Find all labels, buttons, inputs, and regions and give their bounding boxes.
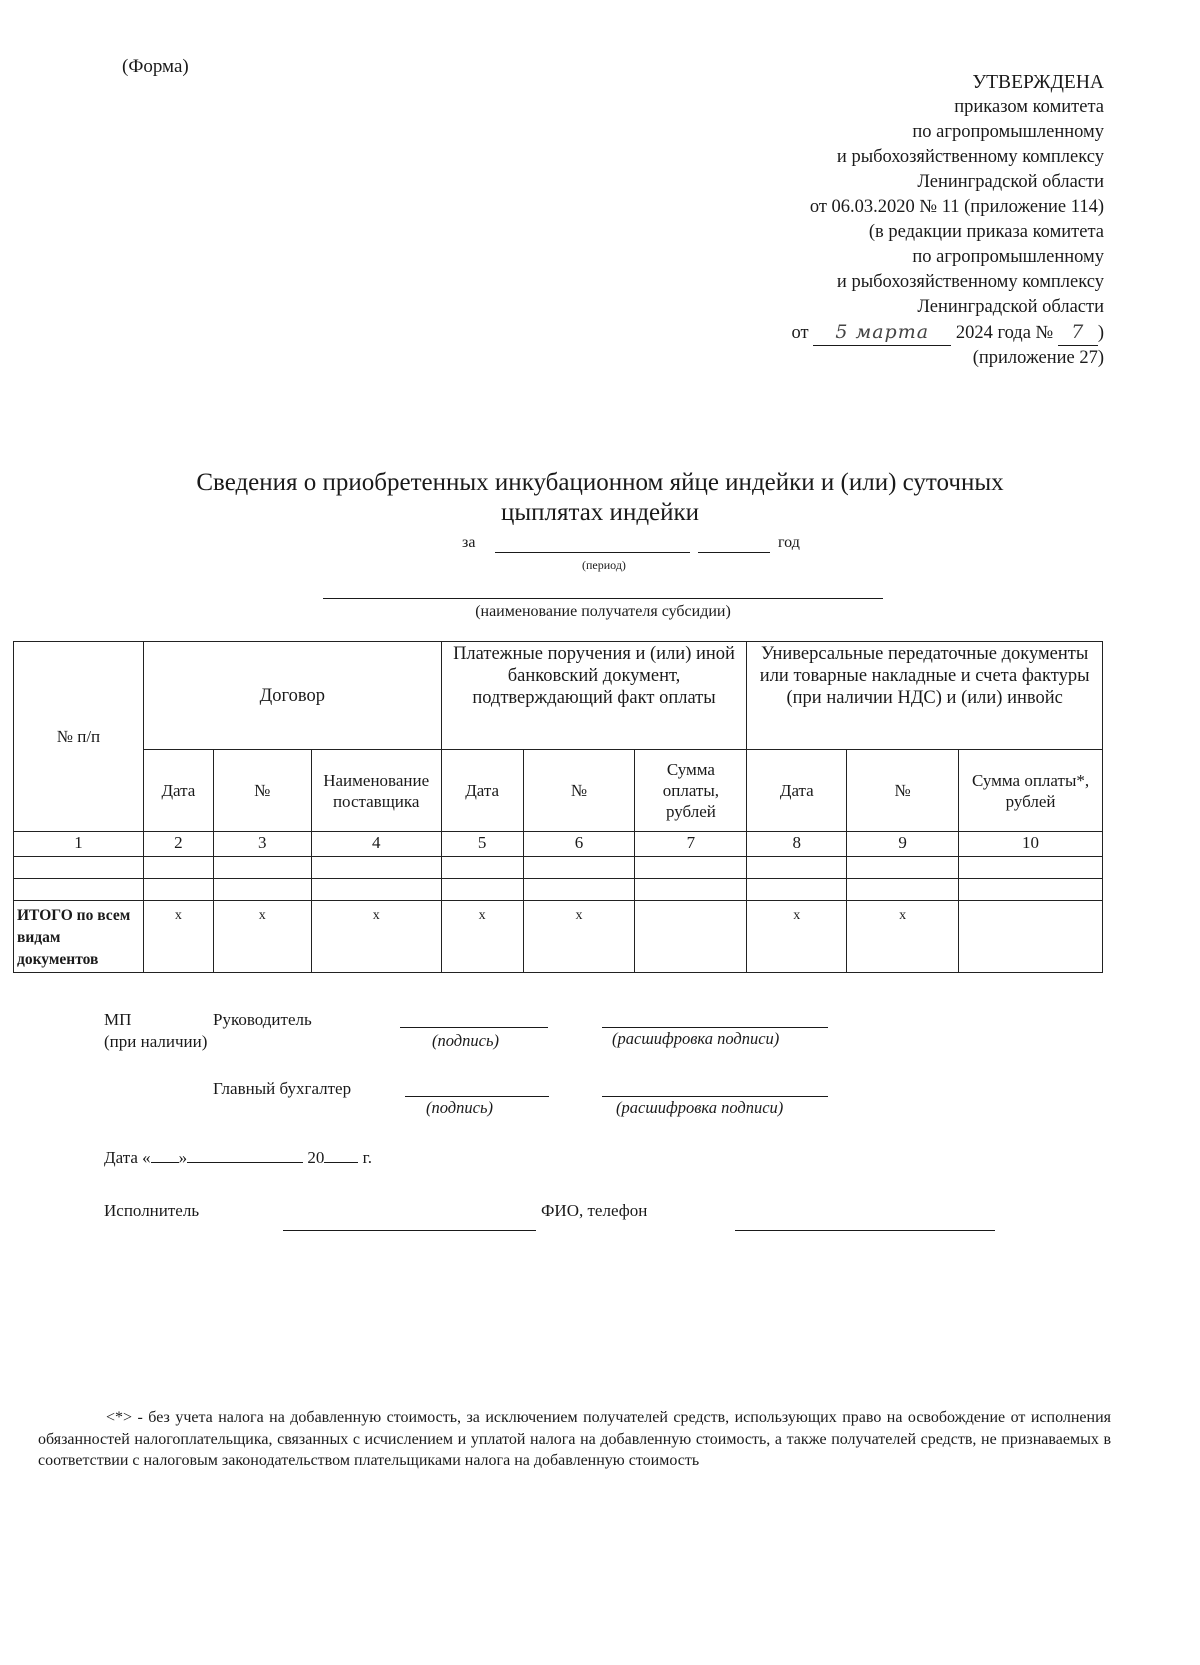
column-number: 3 bbox=[213, 832, 311, 857]
date-open-quote: « bbox=[142, 1148, 151, 1167]
header-upd: Универсальные передаточные документы или товарные накладные и счета фактуры (при наличии НДС) и (или) инвойс bbox=[747, 642, 1103, 750]
approval-line: Ленинградской области bbox=[917, 297, 1104, 317]
recipient-caption: (наименование получателя субсидии) bbox=[475, 603, 731, 620]
column-number: 9 bbox=[847, 832, 959, 857]
table-cell[interactable] bbox=[143, 857, 213, 879]
total-label: ИТОГО по всем видам документов bbox=[14, 901, 144, 973]
footnote-text: <*> - без учета налога на добавленную стоимость, за исключением получателей средств, использующих право на освобождение от исполнения обязанностей налогоплательщика, связанных с исчислением и уплатой налога на добавленную стоимость, а также получателей средств, не признаваемых в соответствии с налоговым законодательством плательщиками налога на добавленную стоимость bbox=[38, 1409, 1111, 1469]
header-payment: Платежные поручения и (или) иной банковский документ, подтверждающий факт оплаты bbox=[441, 642, 747, 750]
table-cell[interactable] bbox=[311, 879, 441, 901]
executor-blank[interactable] bbox=[283, 1230, 536, 1231]
period-caption: (период) bbox=[582, 558, 626, 572]
subheader-date: Дата bbox=[747, 750, 847, 832]
fio-phone-blank[interactable] bbox=[735, 1230, 995, 1231]
x-mark: х bbox=[143, 901, 213, 973]
approval-line: (в редакции приказа комитета bbox=[868, 222, 1104, 242]
approval-date-prefix: от bbox=[791, 323, 809, 343]
recipient-blank bbox=[323, 598, 883, 599]
period-prefix: за bbox=[462, 534, 476, 551]
approval-line: и рыбохозяйственному комплексу bbox=[836, 272, 1104, 292]
table-cell[interactable] bbox=[143, 879, 213, 901]
header-num: № п/п bbox=[14, 642, 144, 832]
table-cell[interactable] bbox=[311, 857, 441, 879]
signature-caption: (подпись) bbox=[432, 1031, 499, 1050]
approval-line: по агропромышленному bbox=[912, 122, 1104, 142]
x-mark: х bbox=[213, 901, 311, 973]
header-contract: Договор bbox=[143, 642, 441, 750]
approval-number-sign: № bbox=[1035, 323, 1054, 343]
table-cell[interactable] bbox=[213, 857, 311, 879]
mp-label: МП bbox=[104, 1010, 132, 1029]
signature-caption: (подпись) bbox=[426, 1098, 493, 1117]
accountant-decoding-blank[interactable] bbox=[602, 1096, 828, 1097]
year-suffix: г. bbox=[362, 1148, 372, 1167]
subheader-date: Дата bbox=[441, 750, 523, 832]
approval-date-year: 2024 года bbox=[955, 323, 1031, 343]
approval-attachment: (приложение 27) bbox=[972, 348, 1104, 368]
day-blank[interactable] bbox=[151, 1162, 179, 1163]
subheader-no: № bbox=[847, 750, 959, 832]
executor-label: Исполнитель bbox=[104, 1201, 200, 1220]
table-cell[interactable] bbox=[441, 879, 523, 901]
x-mark: х bbox=[441, 901, 523, 973]
column-number: 10 bbox=[959, 832, 1103, 857]
approval-closing-paren: ) bbox=[1097, 323, 1104, 343]
table-cell[interactable] bbox=[959, 879, 1103, 901]
approval-line: от 06.03.2020 № 11 (приложение 114) bbox=[809, 197, 1104, 217]
table-cell[interactable] bbox=[847, 857, 959, 879]
subheader-no: № bbox=[213, 750, 311, 832]
head-signature-blank[interactable] bbox=[400, 1027, 548, 1028]
subsidy-table bbox=[13, 641, 1103, 973]
approval-line: и рыбохозяйственному комплексу bbox=[836, 147, 1104, 167]
footnote bbox=[38, 1407, 1111, 1472]
table-cell[interactable] bbox=[635, 857, 747, 879]
approval-date-line bbox=[791, 320, 1104, 346]
head-decoding-blank[interactable] bbox=[602, 1027, 828, 1028]
subheader-payment-sum: Сумма оплаты, рублей bbox=[635, 750, 747, 832]
table-cell[interactable] bbox=[847, 879, 959, 901]
x-mark: х bbox=[747, 901, 847, 973]
table-cell[interactable] bbox=[523, 879, 635, 901]
table-cell[interactable] bbox=[441, 857, 523, 879]
x-mark: х bbox=[311, 901, 441, 973]
date-close-quote: » bbox=[178, 1148, 188, 1167]
date-field bbox=[104, 1148, 372, 1168]
month-blank[interactable] bbox=[187, 1162, 303, 1163]
column-number: 5 bbox=[441, 832, 523, 857]
column-number-row bbox=[14, 832, 1103, 857]
year-prefix: 20 bbox=[307, 1148, 325, 1167]
handwritten-date: 5 марта bbox=[813, 320, 951, 346]
total-row bbox=[14, 901, 1103, 973]
approval-title: УТВЕРЖДЕНА bbox=[972, 72, 1104, 93]
x-mark: х bbox=[847, 901, 959, 973]
table-cell[interactable] bbox=[213, 879, 311, 901]
table-cell[interactable] bbox=[747, 857, 847, 879]
subheader-date: Дата bbox=[143, 750, 213, 832]
decoding-caption: (расшифровка подписи) bbox=[612, 1029, 780, 1048]
table-cell[interactable] bbox=[14, 879, 144, 901]
date-label: Дата bbox=[104, 1148, 138, 1167]
document-title bbox=[100, 468, 1100, 528]
period-suffix: год bbox=[778, 534, 800, 551]
column-number: 2 bbox=[143, 832, 213, 857]
mp-note: (при наличии) bbox=[104, 1032, 208, 1051]
table-row bbox=[14, 857, 1103, 879]
title-line-1: Сведения о приобретенных инкубационном яйце индейки и (или) суточных bbox=[196, 469, 1004, 496]
table-row bbox=[14, 879, 1103, 901]
accountant-signature-blank[interactable] bbox=[405, 1096, 549, 1097]
column-number: 1 bbox=[14, 832, 144, 857]
chief-accountant-label: Главный бухгалтер bbox=[213, 1079, 352, 1098]
subheader-supplier: Наименование поставщика bbox=[311, 750, 441, 832]
approval-line: приказом комитета bbox=[954, 97, 1104, 117]
table-cell[interactable] bbox=[14, 857, 144, 879]
title-line-2: цыплятах индейки bbox=[500, 499, 700, 526]
handwritten-number: 7 bbox=[1058, 320, 1098, 346]
table-cell[interactable] bbox=[523, 857, 635, 879]
fio-phone-label: ФИО, телефон bbox=[541, 1201, 648, 1220]
decoding-caption: (расшифровка подписи) bbox=[616, 1098, 784, 1117]
total-upd-sum[interactable] bbox=[959, 901, 1103, 973]
column-number: 4 bbox=[311, 832, 441, 857]
year-blank bbox=[698, 552, 770, 553]
form-label: (Форма) bbox=[122, 56, 189, 77]
approval-block bbox=[791, 70, 1104, 371]
x-mark: х bbox=[523, 901, 635, 973]
column-number: 8 bbox=[747, 832, 847, 857]
table-cell[interactable] bbox=[747, 879, 847, 901]
head-label: Руководитель bbox=[213, 1010, 312, 1029]
column-number: 7 bbox=[635, 832, 747, 857]
subheader-no: № bbox=[523, 750, 635, 832]
approval-line: по агропромышленному bbox=[912, 247, 1104, 267]
total-payment-sum[interactable] bbox=[635, 901, 747, 973]
subheader-upd-sum: Сумма оплаты*, рублей bbox=[959, 750, 1103, 832]
table-cell[interactable] bbox=[959, 857, 1103, 879]
approval-line: Ленинградской области bbox=[917, 172, 1104, 192]
column-number: 6 bbox=[523, 832, 635, 857]
table-cell[interactable] bbox=[635, 879, 747, 901]
period-blank bbox=[495, 552, 690, 553]
year-blank[interactable] bbox=[324, 1162, 358, 1163]
